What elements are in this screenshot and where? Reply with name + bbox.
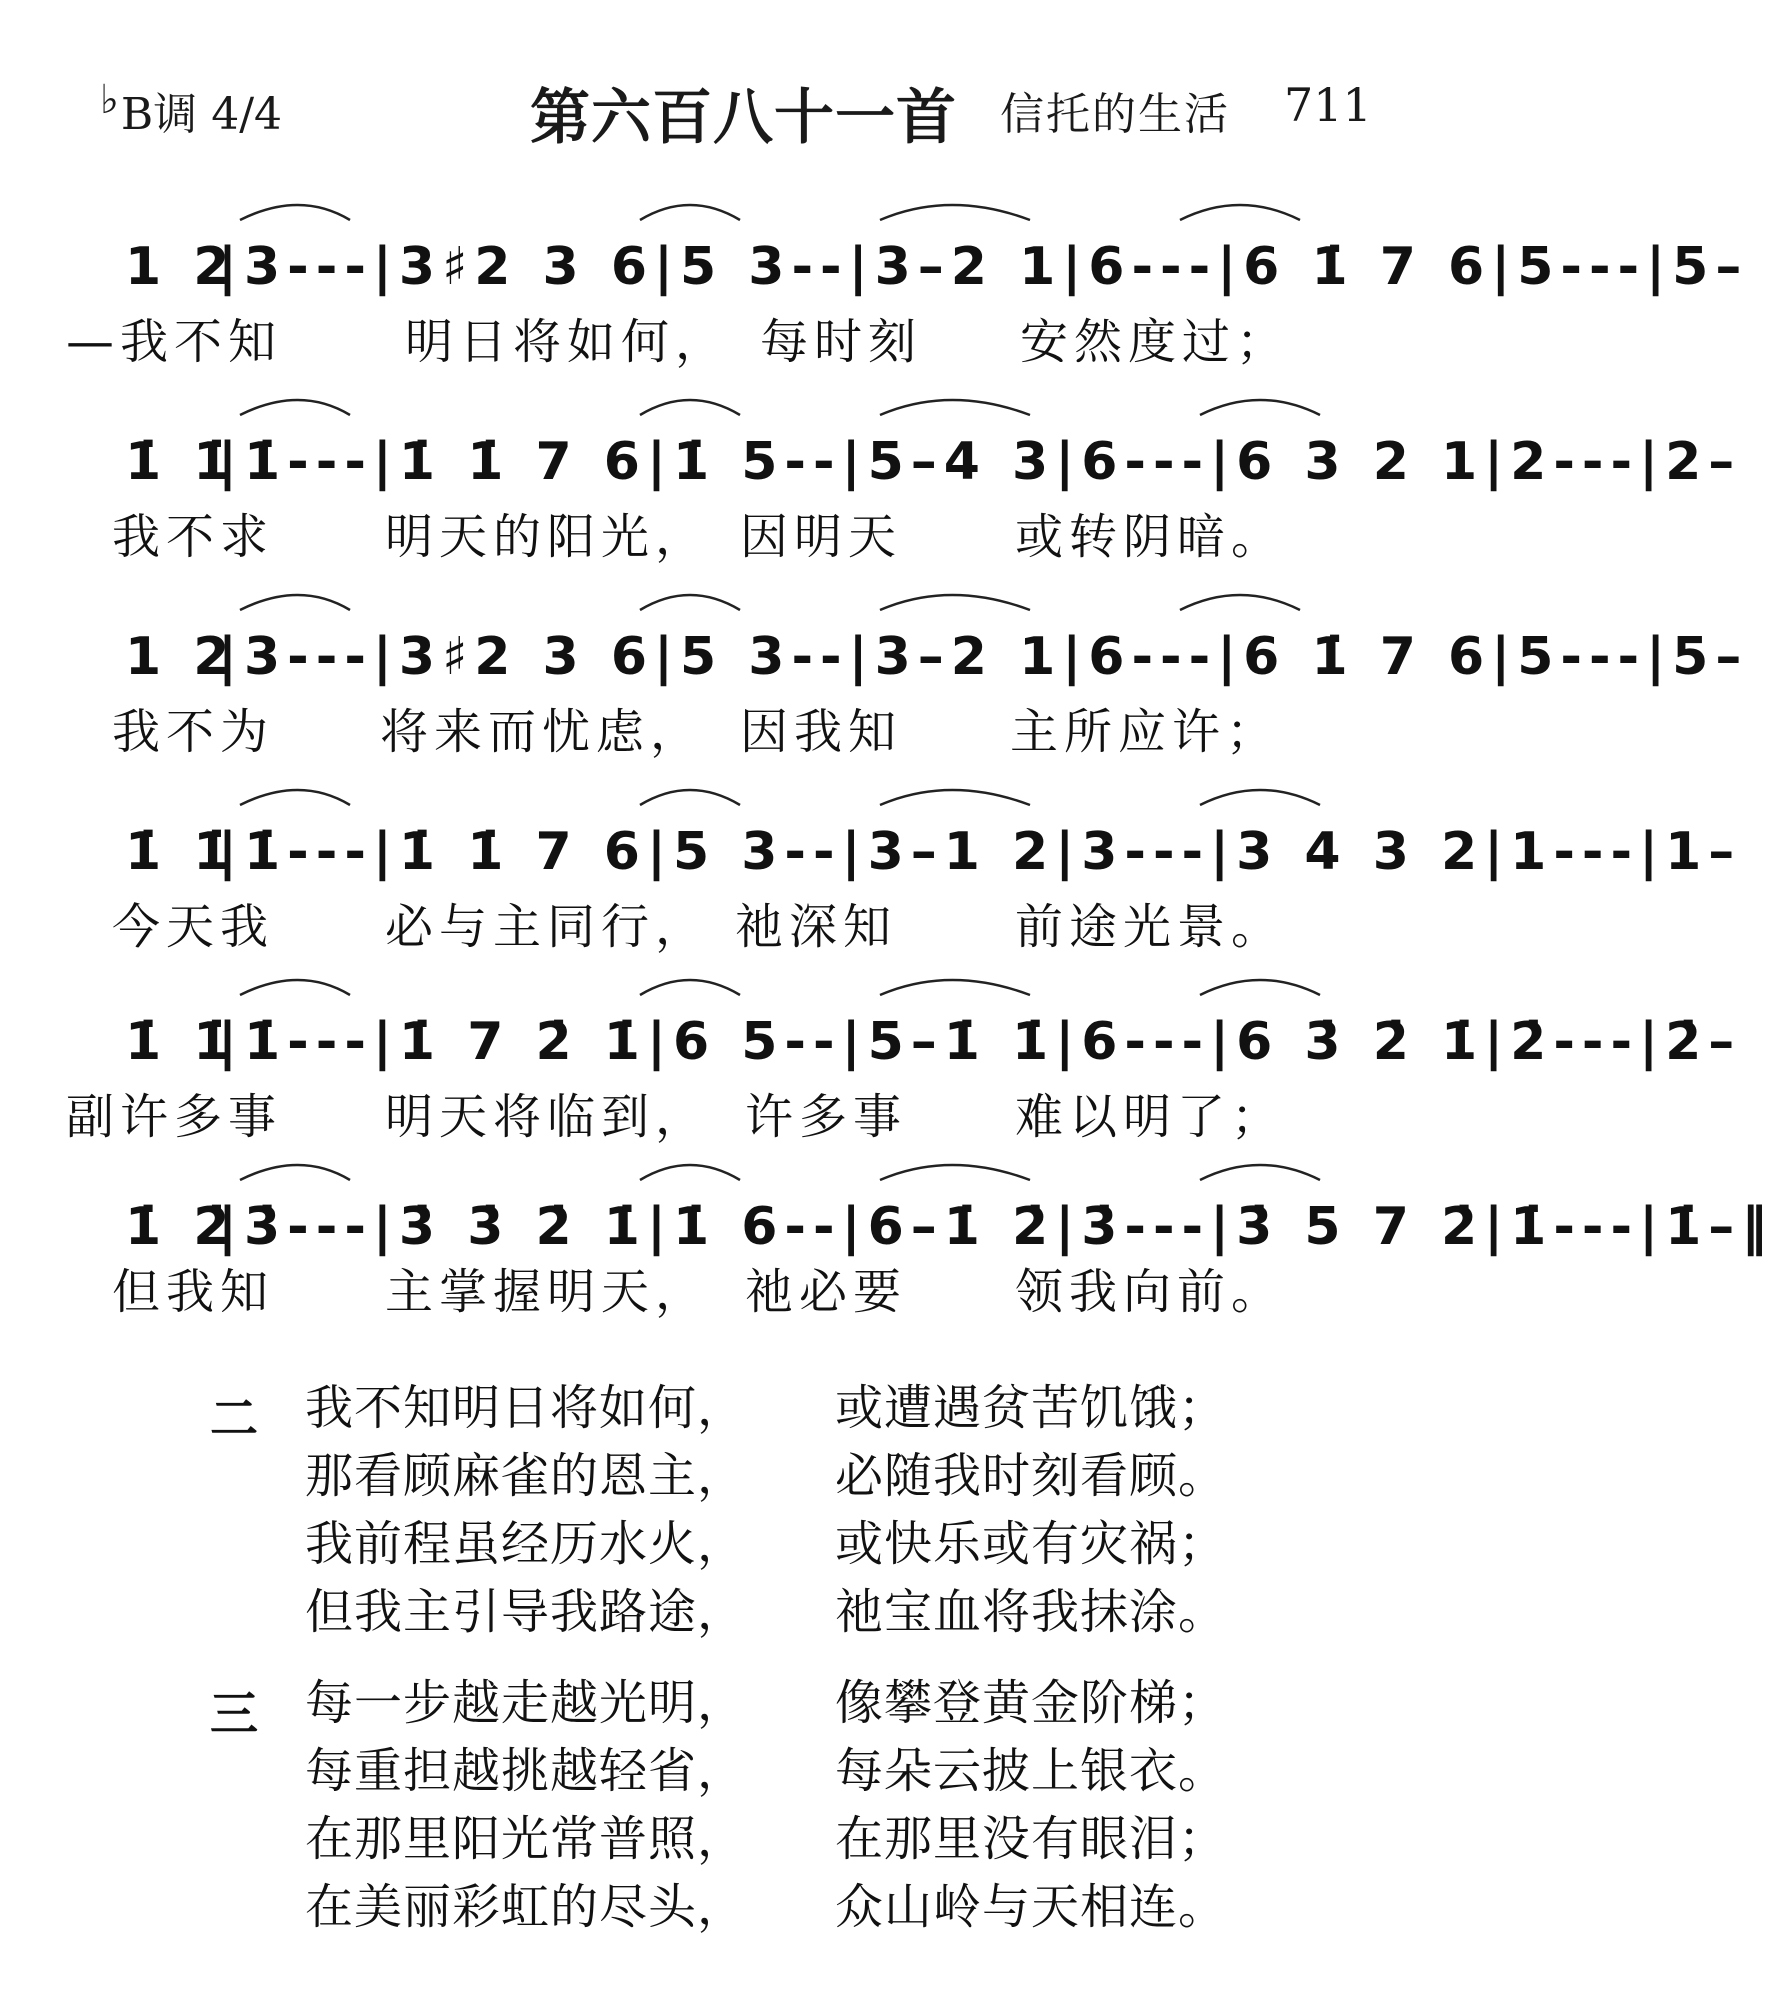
slur — [640, 1165, 740, 1180]
verse-line: 但我主引导我路途， — [305, 1584, 747, 1640]
lyric: 将来而忧虑， — [380, 704, 705, 760]
hymn-number: 711 — [1284, 78, 1372, 132]
key-signature — [100, 78, 282, 142]
lyric: 祂深知 — [735, 899, 898, 955]
notation-pickup: 1̇ 1̇ — [125, 1012, 237, 1072]
lyric: —我不知 — [66, 314, 283, 370]
lyric: 祂必要 — [745, 1264, 908, 1320]
lyric: 领我向前。 — [1015, 1264, 1286, 1320]
lyric: 我不为 — [112, 704, 275, 760]
verse-line: 必随我时刻看顾。 — [835, 1448, 1228, 1504]
slur — [1200, 1165, 1320, 1180]
slur — [1200, 790, 1320, 805]
lyric: 难以明了； — [1015, 1089, 1286, 1145]
lyric-line-4 — [0, 895, 1400, 959]
verse-line: 祂宝血将我抹涂。 — [835, 1584, 1228, 1640]
notation-pickup: 1 2 — [125, 627, 237, 687]
slur — [1180, 205, 1300, 220]
hymn-title: 信托的生活 — [1000, 89, 1230, 140]
verse-line: 我不知明日将如何， — [305, 1380, 747, 1436]
lyric: 每时刻 — [760, 314, 923, 370]
lyric: 明天的阳光， — [385, 509, 710, 565]
lyric-line-1 — [0, 310, 1400, 374]
verse-line: 每重担越挑越轻省， — [305, 1743, 747, 1799]
music-line-1 — [0, 230, 1749, 304]
verse-line: 每一步越走越光明， — [305, 1675, 747, 1731]
notation: |1̇---|1̇ 7 2̇ 1̇|6 5--|5–1̇ 1̇|6---|6 3̇ 2̇ 1̇|2̇---|2̇– — [218, 1012, 1742, 1072]
lyric: 今天我 — [112, 899, 275, 955]
notation: |3---|3♯2 3 6|5 3--|3–2 1|6---|6 1̇ 7 6|5---|5– — [218, 237, 1749, 297]
notation: |3---|3♯2 3 6|5 3--|3–2 1|6---|6 1̇ 7 6|5---|5– — [218, 627, 1749, 687]
lyric: 许多事 — [745, 1089, 908, 1145]
notation-pickup: 1̇ 1̇ — [125, 432, 237, 492]
verse-number: 二 — [210, 1391, 259, 1447]
verse-number: 三 — [210, 1686, 259, 1742]
lyric-line-6 — [0, 1260, 1400, 1324]
slur — [240, 595, 350, 610]
lyric: 副许多事 — [66, 1089, 283, 1145]
slur — [880, 205, 1030, 220]
music-line-4 — [0, 815, 1742, 889]
lyric: 因明天 — [740, 509, 903, 565]
slur — [880, 790, 1030, 805]
lyric-line-2 — [0, 505, 1400, 569]
notation: |1̇---|1̇ 1̇ 7 6|1̇ 5--|5–4 3|6---|6 3 2 1|2---|2– — [218, 432, 1742, 492]
lyric-line-5 — [0, 1085, 1400, 1149]
flat-sign: ♭ — [100, 77, 119, 123]
lyric: 明日将如何， — [405, 314, 730, 370]
music-line-3 — [0, 620, 1749, 694]
lyric: 主所应许； — [1010, 704, 1281, 760]
slur — [640, 400, 740, 415]
page-title: 第六百八十一首 — [530, 83, 957, 153]
slur — [240, 1165, 350, 1180]
slur — [880, 1165, 1030, 1180]
slur — [640, 205, 740, 220]
slur — [1200, 400, 1320, 415]
slur — [240, 205, 350, 220]
slur — [240, 790, 350, 805]
music-line-6 — [0, 1190, 1774, 1264]
notation-pickup: 1̇ 1̇ — [125, 822, 237, 882]
lyric: 明天将临到， — [385, 1089, 710, 1145]
verse-line: 每朵云披上银衣。 — [835, 1743, 1228, 1799]
notation: |1̇---|1̇ 1̇ 7 6|5 3--|3–1 2|3---|3 4 3 2|1---|1– — [218, 822, 1742, 882]
lyric: 安然度过； — [1020, 314, 1291, 370]
music-line-2 — [0, 425, 1742, 499]
verse-line: 像攀登黄金阶梯； — [835, 1675, 1228, 1731]
lyric: 但我知 — [112, 1264, 275, 1320]
verse-line: 或快乐或有灾祸； — [835, 1516, 1228, 1572]
lyric: 前途光景。 — [1015, 899, 1286, 955]
slur — [240, 980, 350, 995]
lyric: 主掌握明天， — [385, 1264, 710, 1320]
verse-line: 那看顾麻雀的恩主， — [305, 1448, 747, 1504]
verse-line: 我前程虽经历水火， — [305, 1516, 747, 1572]
slur — [880, 400, 1030, 415]
slur — [1200, 980, 1320, 995]
slur — [880, 595, 1030, 610]
lyric: 我不求 — [112, 509, 275, 565]
notation-pickup: 1̇ 2̇ — [125, 1197, 237, 1257]
verse-line: 在那里没有眼泪； — [835, 1811, 1228, 1867]
slur — [880, 980, 1030, 995]
lyric: 或转阴暗。 — [1015, 509, 1286, 565]
music-line-5 — [0, 1005, 1742, 1079]
slur — [640, 595, 740, 610]
slur — [240, 400, 350, 415]
lyric: 因我知 — [740, 704, 903, 760]
notation-pickup: 1 2 — [125, 237, 237, 297]
lyric-line-3 — [0, 700, 1400, 764]
slur — [1180, 595, 1300, 610]
notation: |3̇---|3̇ 3̇ 2̇ 1̇|1̇ 6--|6–1̇ 2̇|3̇---|3̇ 5 7 2̇|1̇---|1̇–‖ — [218, 1197, 1774, 1257]
key-label: B调 4/4 — [120, 89, 283, 140]
slur — [640, 980, 740, 995]
verse-line: 众山岭与天相连。 — [835, 1879, 1228, 1935]
verse-line: 在美丽彩虹的尽头， — [305, 1879, 747, 1935]
slur — [640, 790, 740, 805]
verse-line: 或遭遇贫苦饥饿； — [835, 1380, 1228, 1436]
lyric: 必与主同行， — [385, 899, 710, 955]
verse-line: 在那里阳光常普照， — [305, 1811, 747, 1867]
